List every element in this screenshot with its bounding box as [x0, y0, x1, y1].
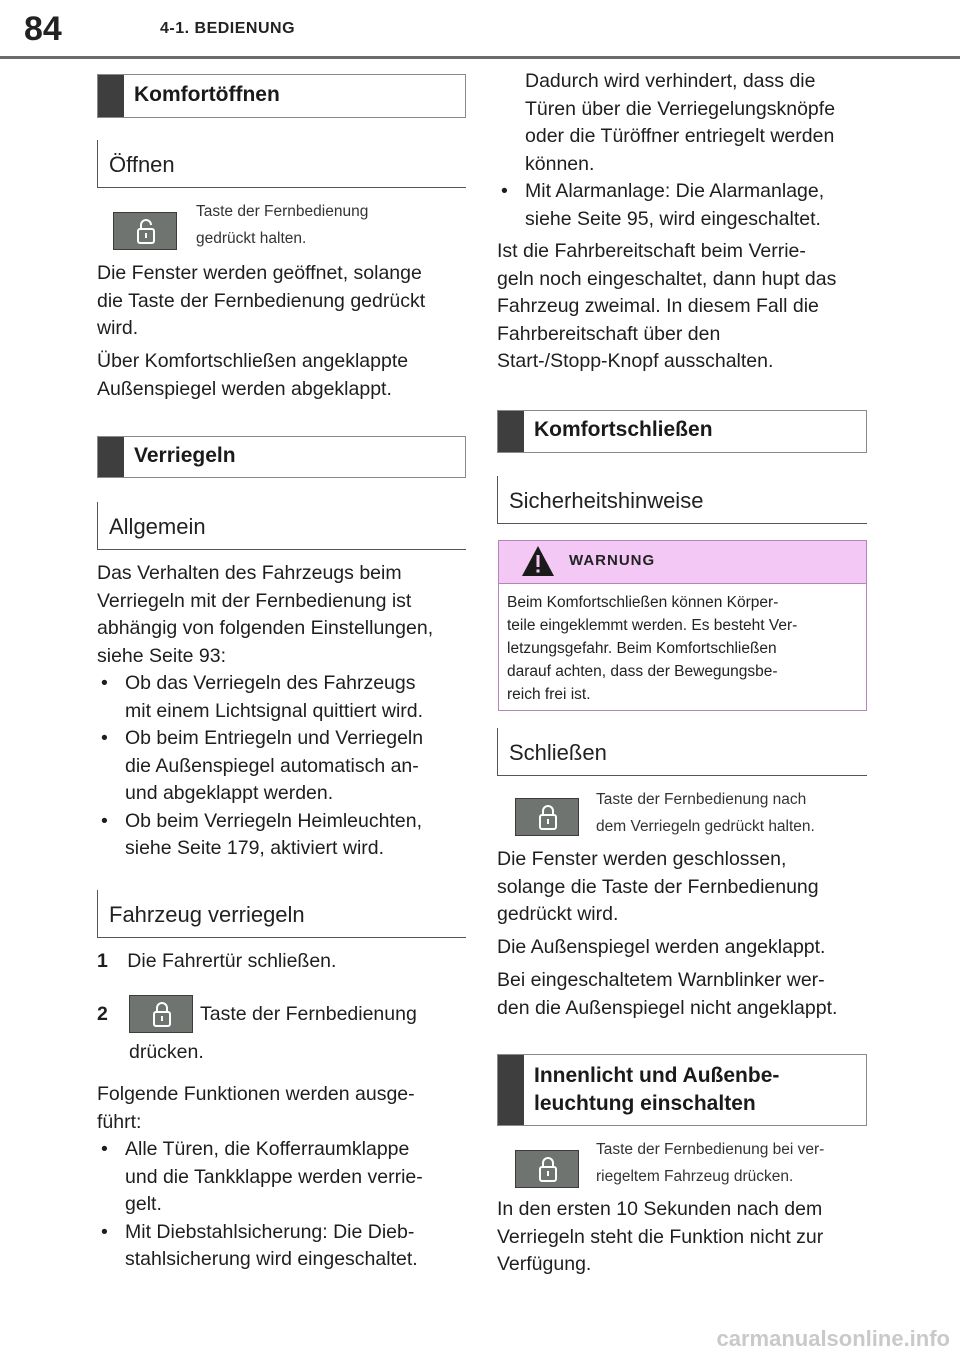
subheading-oeffnen [97, 140, 466, 188]
subheading-fahrzeug-verriegeln [97, 890, 466, 938]
heading-text: Innenlicht und Außenbe- leuchtung einschalten [534, 1064, 780, 1115]
paragraph-fahrbereitschaft: Ist die Fahrbereitschaft beim Verrie- geln noch eingeschaltet, dann hupt das Fahrzeug zweimal. In diesem Fall die Fahrbereitschaft über den Start-/Stopp-Knopf ausschalten. [497, 240, 837, 372]
warning-box [498, 540, 867, 711]
key-instruction-line: Taste der Fernbedienung [196, 203, 369, 220]
subheading-text: Sicherheitshinweise [509, 488, 704, 513]
paragraph-10-sekunden: In den ersten 10 Sekunden nach dem Verriegeln steht die Funktion nicht zur Verfügung. [497, 1198, 824, 1275]
paragraph-folgende-funktionen: Folgende Funktionen werden ausge- führt: • Alle Türen, die Kofferraumklappe und die Tankklappe werden verrie- gelt. • Mit Diebstahlsicherung: Die Dieb- stahlsicherung wird eingeschaltet. [97, 1081, 467, 1274]
locked-padlock-icon [534, 1156, 562, 1184]
section-heading-verriegeln [97, 436, 466, 478]
key-instruction-line: Taste der Fernbedienung bei ver- [596, 1141, 825, 1158]
list-item: • Ob das Verriegeln des Fahrzeugs mit einem Lichtsignal quittiert wird. [101, 672, 424, 722]
subheading-allgemein [97, 502, 466, 550]
remote-key-lock [129, 995, 193, 1033]
section-heading-komfortoeffnen [97, 74, 466, 118]
list-item: • Mit Diebstahlsicherung: Die Dieb- stahlsicherung wird eingeschaltet. [101, 1220, 418, 1270]
chapter-title: 4-1. BEDIENUNG [160, 20, 296, 37]
watermark: carmanualsonline.info [716, 1326, 950, 1351]
subheading-schliessen [497, 728, 867, 776]
paragraph-aussenspiegel-abgeklappt: Über Komfortschließen angeklappte Außenspiegel werden abgeklappt. [97, 350, 409, 400]
list-item: • Alle Türen, die Kofferraumklappe und die Tankklappe werden verrie- gelt. [101, 1138, 423, 1215]
paragraph-continuation: Dadurch wird verhindert, dass die Türen über die Verriegelungsknöpfe oder die Türöffner entriegelt werden können. [525, 70, 836, 175]
paragraph-fenster-geschlossen: Die Fenster werden geschlossen, solange die Taste der Fernbedienung gedrückt wird. [497, 848, 819, 925]
list-item: • Mit Alarmanlage: Die Alarmanlage, siehe Seite 95, wird eingeschaltet. [501, 180, 825, 230]
subheading-text: Fahrzeug verriegeln [109, 902, 305, 927]
key-instruction-line: gedrückt halten. [196, 230, 307, 247]
heading-text: Verriegeln [134, 444, 236, 467]
subheading-text: Allgemein [109, 514, 206, 539]
key-instruction-line: riegeltem Fahrzeug drücken. [596, 1168, 794, 1185]
step-1 [97, 948, 467, 976]
warning-title: WARNUNG [569, 552, 656, 569]
step-2-cont: drücken. [129, 1041, 204, 1063]
subheading-text: Öffnen [109, 152, 175, 177]
heading-bar [498, 411, 524, 452]
section-heading-innenlicht [497, 1054, 867, 1126]
list-item: • Ob beim Verriegeln Heimleuchten, siehe Seite 179, aktiviert wird. [101, 809, 422, 859]
unlocked-padlock-icon [132, 218, 160, 246]
locked-padlock-icon [148, 1001, 176, 1029]
paragraph-fenster-geoeffnet: Die Fenster werden geöffnet, solange die Taste der Fernbedienung gedrückt wird. [97, 262, 426, 339]
step-2-text: Taste der Fernbedienung [200, 1003, 417, 1025]
step-number: 1 [97, 950, 108, 972]
list-item: • Ob beim Entriegeln und Verriegeln die Außenspiegel automatisch an- und abgeklappt werden. [101, 727, 424, 804]
step-2-number: 2 [97, 1003, 108, 1025]
key-instruction-line: Taste der Fernbedienung nach [596, 791, 807, 808]
paragraph-aussenspiegel-angeklappt: Die Außenspiegel werden angeklappt. [497, 936, 826, 958]
remote-key-lock [515, 798, 579, 836]
step-text: Die Fahrertür schließen. [127, 950, 337, 972]
page-number: 84 [24, 10, 62, 48]
remote-key-unlock [113, 212, 177, 250]
warning-header [499, 541, 866, 584]
warning-triangle-icon [521, 545, 555, 577]
header-rule [0, 56, 960, 59]
heading-bar [498, 1055, 524, 1125]
subheading-sicherheitshinweise [497, 476, 867, 524]
locked-padlock-icon [534, 804, 562, 832]
heading-bar [98, 437, 124, 477]
remote-key-lock [515, 1150, 579, 1188]
warning-text: Beim Komfortschließen können Körper- teile eingeklemmt werden. Es besteht Ver- letzungsgefahr. Beim Komfortschließen darauf achten, dass der Bewegungsbe- reich frei ist. [507, 594, 798, 703]
section-heading-komfortschliessen [497, 410, 867, 453]
paragraph-warnblinker: Bei eingeschaltetem Warnblinker wer- den die Außenspiegel nicht angeklappt. [497, 969, 838, 1019]
key-instruction [196, 198, 368, 252]
heading-text: Komfortschließen [534, 418, 713, 441]
alarm-bullet [497, 178, 897, 233]
key-instruction-line: dem Verriegeln gedrückt halten. [596, 818, 815, 835]
heading-text: Komfortöffnen [134, 83, 280, 106]
subheading-text: Schließen [509, 740, 607, 765]
key-instruction [596, 1136, 824, 1190]
key-instruction [596, 786, 815, 840]
paragraph-einstellungen: Das Verhalten des Fahrzeugs beim Verriegeln mit der Fernbedienung ist abhängig von folgenden Einstellungen, siehe Seite 93: • Ob das Verriegeln des Fahrzeugs mit einem Lichtsignal quittiert wird. • Ob beim Entriegeln und Verriegeln die Außenspiegel automatisch an- und abgeklappt werden. • Ob beim Verriegeln Heimleuchten, siehe Seite 179, aktiviert wird. [97, 560, 467, 863]
heading-bar [98, 75, 124, 117]
